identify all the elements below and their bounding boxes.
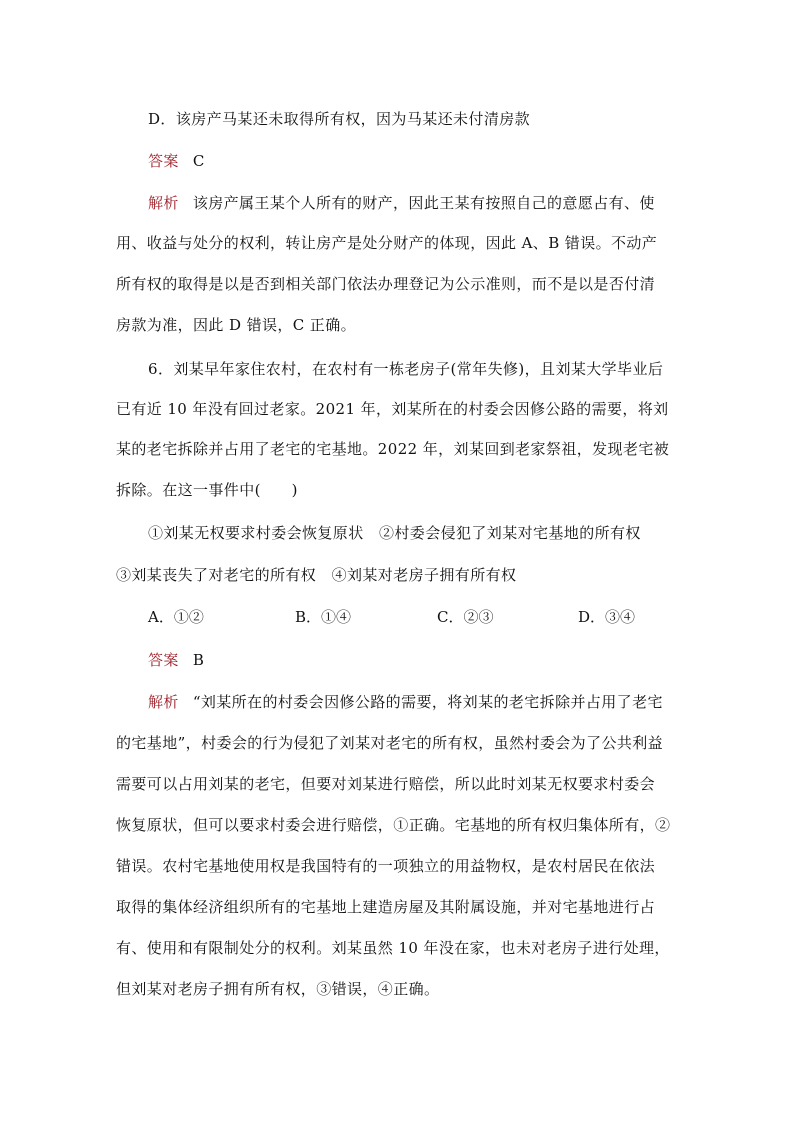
q6-stem-line-3: 某的老宅拆除并占用了老宅的宅基地。2022 年，刘某回到老家祭祖，发现老宅被 <box>116 440 670 458</box>
q5-analysis-line-1 <box>148 193 655 213</box>
q5-analysis-line-3: 所有权的取得是以是否到相关部门依法办理登记为公示准则，而不是以是否付清 <box>116 275 656 293</box>
q6-analysis-line-4: 恢复原状，但可以要求村委会进行赔偿，①正确。宅基地的所有权归集体所有，② <box>116 816 671 834</box>
q6-option-c: C．②③ <box>437 608 494 626</box>
q6-analysis-line-8: 但刘某对老房子拥有所有权，③错误，④正确。 <box>116 980 440 998</box>
analysis-label: 解析 <box>148 693 179 711</box>
q6-option-d: D．③④ <box>578 608 636 626</box>
answer-label: 答案 <box>148 651 179 669</box>
q6-analysis-line-6: 取得的集体经济组织所有的宅基地上建造房屋及其附属设施，并对宅基地进行占 <box>116 898 656 916</box>
q5-answer <box>148 151 205 171</box>
q6-analysis-line-3: 需要可以占用刘某的老宅，但要对刘某进行赔偿，所以此时刘某无权要求村委会 <box>116 775 656 793</box>
analysis-text: 该房产属王某个人所有的财产，因此王某有按照自己的意愿占有、使 <box>192 194 655 212</box>
q6-statement-line-1: ①刘某无权要求村委会恢复原状 ②村委会侵犯了刘某对宅基地的所有权 <box>148 524 641 542</box>
analysis-label: 解析 <box>148 194 179 212</box>
q5-analysis-line-2: 用、收益与处分的权利，转让房产是处分财产的体现，因此 A、B 错误。不动产 <box>116 234 658 252</box>
q5-option-d: D．该房产马某还未取得所有权，因为马某还未付清房款 <box>148 110 531 128</box>
q6-answer <box>148 650 204 670</box>
answer-value: C <box>192 152 205 170</box>
q6-stem-line-1: 6．刘某早年家住农村，在农村有一栋老房子(常年失修)，且刘某大学毕业后 <box>148 360 664 378</box>
q6-stem-line-2: 已有近 10 年没有回过老家。2021 年，刘某所在的村委会因修公路的需要，将刘 <box>116 400 669 418</box>
q6-analysis-line-2: 的宅基地”，村委会的行为侵犯了刘某对老宅的所有权，虽然村委会为了公共利益 <box>116 734 664 752</box>
answer-label: 答案 <box>148 152 179 170</box>
q6-stem-line-4: 拆除。在这一事件中( ) <box>116 481 298 499</box>
q6-analysis-line-1 <box>148 692 663 712</box>
q6-analysis-line-5: 错误。农村宅基地使用权是我国特有的一项独立的用益物权，是农村居民在依法 <box>116 857 656 875</box>
answer-value: B <box>192 651 205 669</box>
q6-analysis-line-7: 有、使用和有限制处分的权利。刘某虽然 10 年没在家，也未对老房子进行处理， <box>116 939 670 957</box>
q6-option-b: B．①④ <box>295 608 352 626</box>
q6-statement-line-2: ③刘某丧失了对老宅的所有权 ④刘某对老房子拥有所有权 <box>116 566 517 584</box>
q6-option-a: A．①② <box>148 608 204 626</box>
q5-analysis-line-4: 房款为准，因此 D 错误，C 正确。 <box>116 316 357 334</box>
analysis-text: “刘某所在的村委会因修公路的需要，将刘某的老宅拆除并占用了老宅 <box>192 693 663 711</box>
